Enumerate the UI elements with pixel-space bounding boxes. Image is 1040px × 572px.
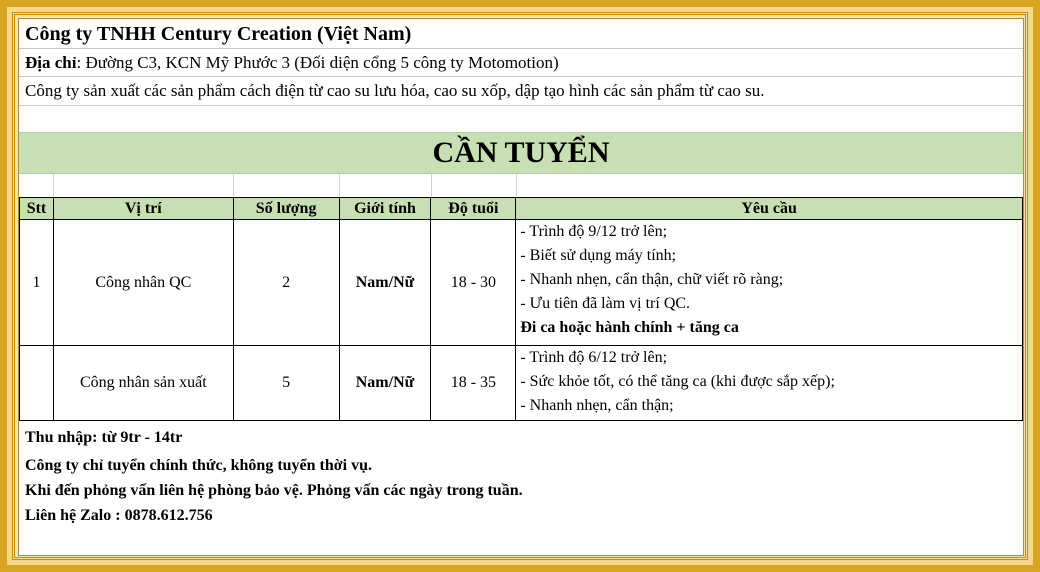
contact-zalo: Liên hệ Zalo : 0878.612.756 [25,507,213,524]
requirement-line: - Ưu tiên đã làm vị trí QC. [520,295,691,312]
shift-note: Đi ca hoặc hành chính + tăng ca [520,319,739,336]
sheet-gridline [516,172,517,198]
requirement-line: - Biết sử dụng máy tính; [520,247,677,264]
job-posting-sheet [18,18,1024,556]
cell-requirements [516,346,1023,421]
requirement-line: - Trình độ 6/12 trở lên; [520,349,668,366]
sheet-gridline [53,172,54,198]
cell-requirements [516,220,1023,346]
official-note: Công ty chỉ tuyển chính thức, không tuyển thời vụ. [25,457,372,474]
positions-table [19,197,1023,421]
address-value: : Đường C3, KCN Mỹ Phước 3 (Đối diện cổng 5 công ty Motomotion) [76,53,559,72]
sheet-gridline [431,172,432,198]
cell-age: 18 - 35 [431,346,516,421]
address-label: Địa chỉ [25,53,77,72]
sheet-gridline [19,105,1023,106]
company-description: Công ty sản xuất các sản phẩm cách điện từ cao su lưu hóa, cao su xốp, dập tạo hình các sản phẩm từ cao su. [25,81,765,100]
col-header-requirements: Yêu cầu [516,198,1023,220]
cell-quantity: 5 [233,346,339,421]
sheet-gridline [19,76,1023,77]
requirement-line: - Nhanh nhẹn, cẩn thận; [520,397,674,414]
cell-stt: 1 [20,220,54,346]
requirement-line: - Trình độ 9/12 trở lên; [520,223,668,240]
col-header-age: Độ tuổi [431,198,516,220]
table-header-row [20,198,1023,220]
sheet-gridline [339,172,340,198]
table-row [20,346,1023,421]
company-address [25,53,559,73]
cell-gender: Nam/Nữ [339,220,431,346]
requirement-line: - Sức khỏe tốt, có thể tăng ca (khi được sắp xếp); [520,373,835,390]
interview-note: Khi đến phỏng vấn liên hệ phòng bảo vệ. Phỏng vấn các ngày trong tuần. [25,482,523,499]
sheet-gridline [233,172,234,198]
sheet-gridline [19,48,1023,49]
col-header-stt: Stt [20,198,54,220]
cell-quantity: 2 [233,220,339,346]
cell-stt [20,346,54,421]
income-note: Thu nhập: từ 9tr - 14tr [25,429,183,446]
hiring-banner: CẦN TUYỂN [19,132,1023,174]
table-row [20,220,1023,346]
cell-position: Công nhân QC [53,220,233,346]
col-header-position: Vị trí [53,198,233,220]
cell-age: 18 - 30 [431,220,516,346]
cell-gender: Nam/Nữ [339,346,431,421]
requirement-line: - Nhanh nhẹn, cẩn thận, chữ viết rõ ràng; [520,271,784,288]
company-name: Công ty TNHH Century Creation (Việt Nam) [25,23,412,45]
cell-position: Công nhân sản xuất [53,346,233,421]
col-header-quantity: Số lượng [233,198,339,220]
col-header-gender: Giới tính [339,198,431,220]
